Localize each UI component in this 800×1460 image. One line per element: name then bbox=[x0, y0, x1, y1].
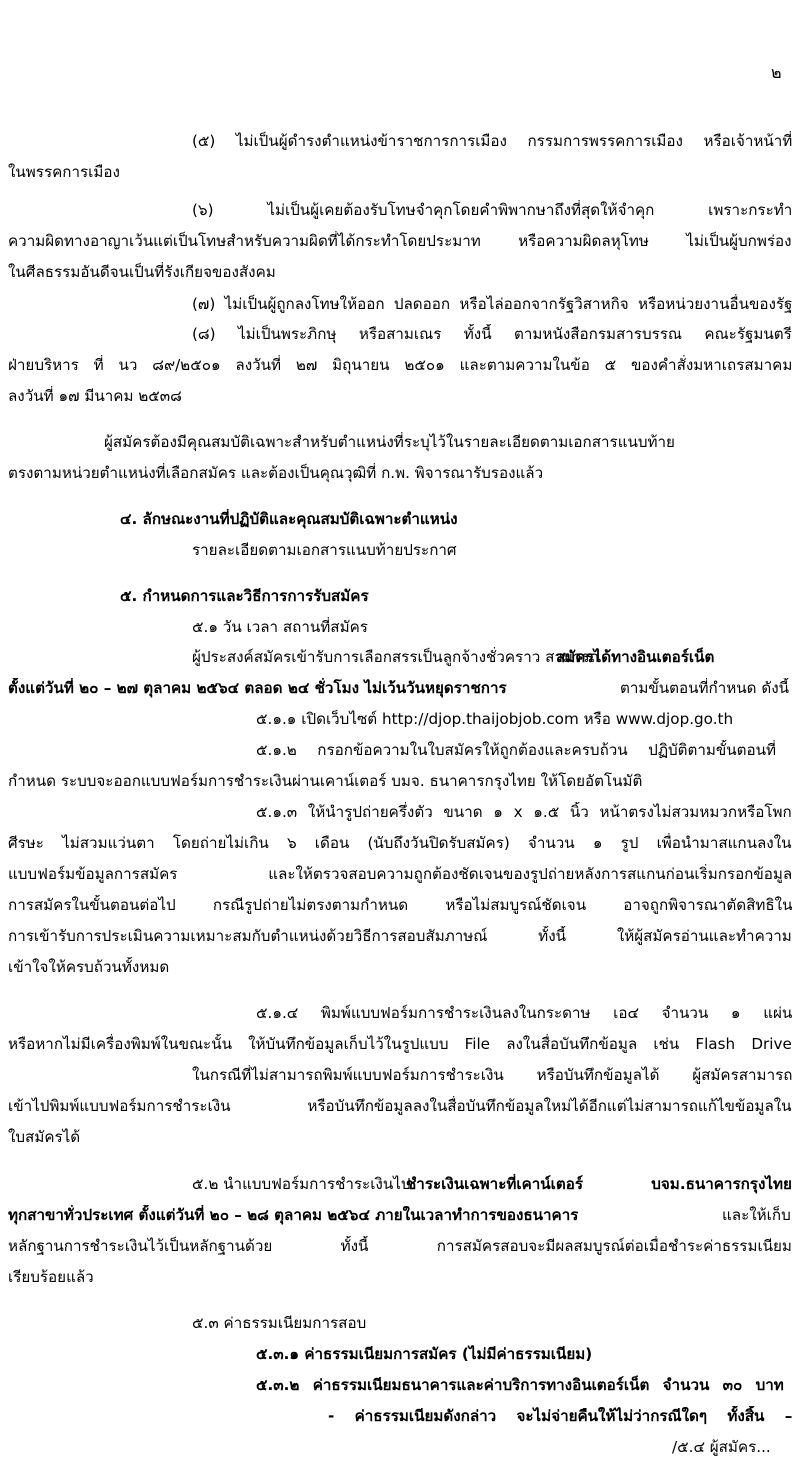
text-line: ๕.๑.๒ กรอกข้อความในใบสมัครให้ถูกต้องและครบถ้วน ปฏิบัติตามขั้นตอนที่ bbox=[256, 741, 777, 759]
text-line: (๗) ไม่เป็นผู้ถูกลงโทษให้ออก ปลดออก หรือไล่ออกจากรัฐวิสาหกิจ หรือหน่วยงานอื่นของรัฐ bbox=[192, 295, 793, 313]
text-line: ชำระเงินเฉพาะที่เคาน์เตอร์ บจม.ธนาคารกรุงไทย bbox=[406, 1175, 792, 1193]
text-line: (๖) ไม่เป็นผู้เคยต้องรับโทษจำคุกโดยคำพิพากษาถึงที่สุดให้จำคุก เพราะกระทำ bbox=[192, 201, 793, 219]
text-line: ลงวันที่ ๑๗ มีนาคม ๒๕๓๘ bbox=[8, 387, 182, 405]
text-line: ในกรณีที่ไม่สามารถพิมพ์แบบฟอร์มการชำระเงิน หรือบันทึกข้อมูลได้ ผู้สมัครสามารถ bbox=[192, 1066, 793, 1084]
text-line: ศีรษะ ไม่สวมแว่นตา โดยถ่ายไม่เกิน ๖ เดือน (นับถึงวันปิดรับสมัคร) จำนวน ๑ รูป เพื่อนำมาสแกนลงใน bbox=[8, 834, 792, 852]
text-line: (๕) ไม่เป็นผู้ดำรงตำแหน่งข้าราชการการเมือง กรรมการพรรคการเมือง หรือเจ้าหน้าที่ bbox=[192, 132, 793, 150]
text-line: และให้เก็บ bbox=[722, 1206, 791, 1224]
text-line: ๕.๓ ค่าธรรมเนียมการสอบ bbox=[192, 1314, 367, 1332]
text-line: เข้าไปพิมพ์แบบฟอร์มการชำระเงิน หรือบันทึกข้อมูลลงในสื่อบันทึกข้อมูลใหม่ได้อีกแต่ไม่สามารถแก้ไขข้อมูลใน bbox=[8, 1097, 792, 1115]
text-line: ๕. กำหนดการและวิธีการการรับสมัคร bbox=[120, 587, 369, 605]
text-line: ในศีลธรรมอันดีจนเป็นที่รังเกียจของสังคม bbox=[8, 263, 276, 281]
text-line: การสมัครในขั้นตอนต่อไป กรณีรูปถ่ายไม่ตรงตามกำหนด หรือไม่สมบูรณ์ชัดเจน อาจถูกพิจารณาตัดสิทธิใน bbox=[8, 896, 793, 914]
text-line: ๔. ลักษณะงานที่ปฏิบัติและคุณสมบัติเฉพาะตำแหน่ง bbox=[120, 510, 458, 528]
text-line: ผู้ประสงค์สมัครเข้ารับการเลือกสรรเป็นลูกจ้างชั่วคราว สามารถ bbox=[192, 648, 599, 666]
text-line: ผู้สมัครต้องมีคุณสมบัติเฉพาะสำหรับตำแหน่งที่ระบุไว้ในรายละเอียดตามเอกสารแนบท้าย bbox=[104, 433, 675, 451]
text-line: ๕.๓.๑ ค่าธรรมเนียมการสมัคร (ไม่มีค่าธรรมเนียม) bbox=[256, 1345, 593, 1363]
text-line: หลักฐานการชำระเงินไว้เป็นหลักฐานด้วย ทั้งนี้ การสมัครสอบจะมีผลสมบูรณ์ต่อเมื่อชำระค่าธรรมเนียม bbox=[8, 1237, 792, 1255]
text-line: ในพรรคการเมือง bbox=[8, 163, 120, 181]
text-line: ๕.๑ วัน เวลา สถานที่สมัคร bbox=[192, 618, 368, 636]
page-number: ๒ bbox=[771, 63, 782, 82]
text-line: การเข้ารับการประเมินความเหมาะสมกับตำแหน่งด้วยวิธีการสอบสัมภาษณ์ ทั้งนี้ ให้ผู้สมัครอ่านและทำความ bbox=[8, 927, 792, 945]
text-line: ตั้งแต่วันที่ ๒๐ – ๒๗ ตุลาคม ๒๕๖๔ ตลอด ๒๔ ชั่วโมง ไม่เว้นวันหยุดราชการ bbox=[8, 679, 507, 697]
text-line: ๕.๑.๔ พิมพ์แบบฟอร์มการชำระเงินลงในกระดาษ เอ๔ จำนวน ๑ แผ่น bbox=[256, 1004, 793, 1022]
text-line: ๕.๑.๑ เปิดเว็บไซต์ http://djop.thaijobjob.com หรือ www.djop.go.th bbox=[256, 710, 734, 728]
text-line: ตรงตามหน่วยตำแหน่งที่เลือกสมัคร และต้องเป็นคุณวุฒิที่ ก.พ. พิจารณารับรองแล้ว bbox=[8, 464, 544, 482]
text-line: ความผิดทางอาญาเว้นแต่เป็นโทษสำหรับความผิดที่ได้กระทำโดยประมาท หรือความผิดลหุโทษ ไม่เป็นผู้บกพร่อง bbox=[8, 232, 792, 250]
text-line: ๕.๓.๒ ค่าธรรมเนียมธนาคารและค่าบริการทางอินเตอร์เน็ต จำนวน ๓๐ บาท bbox=[256, 1376, 784, 1394]
text-line: ๕.๒ นำแบบฟอร์มการชำระเงินไป bbox=[192, 1175, 411, 1193]
text-line: ทุกสาขาทั่วประเทศ ตั้งแต่วันที่ ๒๐ – ๒๘ ตุลาคม ๒๕๖๔ ภายในเวลาทำการของธนาคาร bbox=[8, 1206, 579, 1224]
text-line: ตามขั้นตอนที่กำหนด ดังนี้ bbox=[620, 679, 790, 697]
text-line: (๘) ไม่เป็นพระภิกษุ หรือสามเณร ทั้งนี้ ตามหนังสือกรมสารบรรณ คณะรัฐมนตรี bbox=[192, 325, 792, 343]
text-line: สมัครได้ทางอินเตอร์เน็ต bbox=[556, 648, 715, 666]
text-line: รายละเอียดตามเอกสารแนบท้ายประกาศ bbox=[192, 541, 457, 559]
text-line: ใบสมัครได้ bbox=[8, 1128, 81, 1146]
text-line: เข้าใจให้ครบถ้วนทั้งหมด bbox=[8, 958, 170, 976]
text-line: หรือหากไม่มีเครื่องพิมพ์ในขณะนั้น ให้บันทึกข้อมูลเก็บไว้ในรูปแบบ File ลงในสื่อบันทึกข้อมูล เช่น Flash Drive bbox=[8, 1035, 792, 1053]
text-line: ฝ่ายบริหาร ที่ นว ๘๙/๒๕๐๑ ลงวันที่ ๒๗ มิถุนายน ๒๕๐๑ และตามความในข้อ ๕ ของคำสั่งมหาเถรสมาคม bbox=[8, 356, 793, 374]
text-line: แบบฟอร์มข้อมูลการสมัคร และให้ตรวจสอบความถูกต้องชัดเจนของรูปถ่ายหลังการสแกนก่อนเริ่มกรอกข้อมูล bbox=[8, 865, 793, 883]
text-line: เรียบร้อยแล้ว bbox=[8, 1268, 94, 1286]
text-line: /๕.๔ ผู้สมัคร... bbox=[672, 1438, 771, 1456]
text-line: ๕.๑.๓ ให้นำรูปถ่ายครึ่งตัว ขนาด ๑ x ๑.๕ นิ้ว หน้าตรงไม่สวมหมวกหรือโพก bbox=[256, 803, 792, 821]
text-line: - ค่าธรรมเนียมดังกล่าว จะไม่จ่ายคืนให้ไม่ว่ากรณีใดๆ ทั้งสิ้น – bbox=[328, 1407, 793, 1425]
text-line: กำหนด ระบบจะออกแบบฟอร์มการชำระเงินผ่านเคาน์เตอร์ บมจ. ธนาคารกรุงไทย ให้โดยอัตโนมัติ bbox=[8, 772, 643, 790]
